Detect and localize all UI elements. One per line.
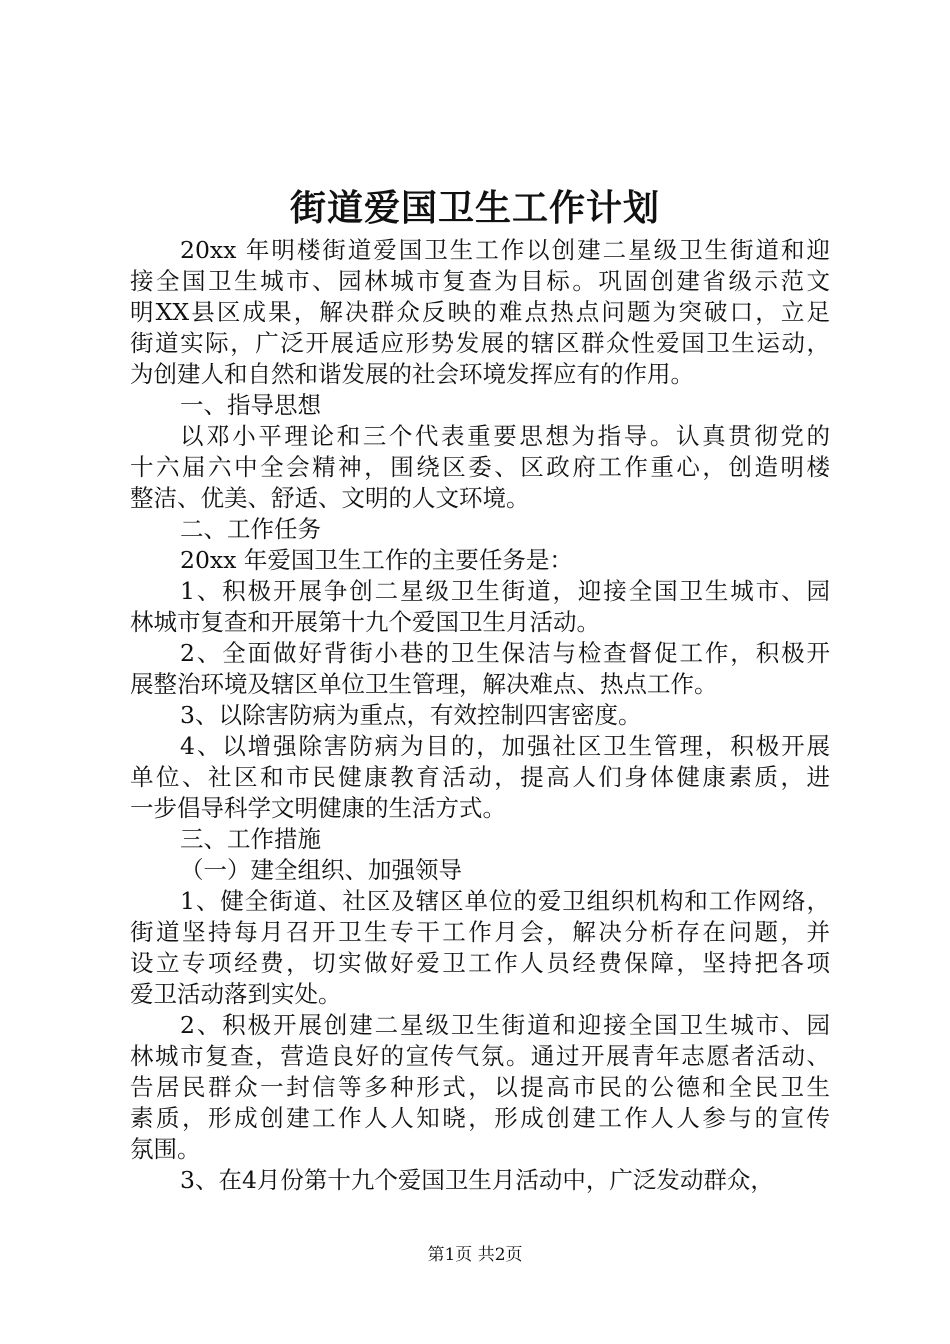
- list-item-line: 设立专项经费，切实做好爱卫工作人员经费保障，坚持把各项: [130, 949, 830, 977]
- paragraph-line: 20xx 年爱国卫生工作的主要任务是：: [180, 546, 573, 574]
- paragraph-line: 街道实际，广泛开展适应形势发展的辖区群众性爱国卫生运动，: [130, 329, 830, 357]
- list-item-line: 展整治环境及辖区单位卫生管理，解决难点、热点工作。: [130, 670, 718, 698]
- paragraph-line: 为创建人和自然和谐发展的社会环境发挥应有的作用。: [130, 360, 694, 388]
- list-item-line: 林城市复查和开展第十九个爱国卫生月活动。: [130, 608, 600, 636]
- list-item-line: 告居民群众一封信等多种形式，以提高市民的公德和全民卫生: [130, 1073, 830, 1101]
- list-item-line: 1、健全街道、社区及辖区单位的爱卫组织机构和工作网络，: [180, 887, 830, 915]
- list-item-line: 2、全面做好背街小巷的卫生保洁与检查督促工作，积极开: [180, 639, 830, 667]
- list-item-line: 4、以增强除害防病为目的，加强社区卫生管理，积极开展: [180, 732, 830, 760]
- paragraph-line: 以邓小平理论和三个代表重要思想为指导。认真贯彻党的: [180, 422, 830, 450]
- page-footer: 第1页 共2页: [427, 1245, 523, 1265]
- list-item-line: 街道坚持每月召开卫生专干工作月会，解决分析存在问题，并: [130, 918, 830, 946]
- paragraph-line: 十六届六中全会精神，围绕区委、区政府工作重心，创造明楼: [130, 453, 830, 481]
- section-heading: 二、工作任务: [180, 515, 321, 543]
- section-heading: 三、工作措施: [180, 825, 321, 853]
- paragraph-line: 20xx 年明楼街道爱国卫生工作以创建二星级卫生街道和迎: [180, 236, 830, 264]
- list-item-line: 单位、社区和市民健康教育活动，提高人们身体健康素质，进: [130, 763, 830, 791]
- list-item-line: 一步倡导科学文明健康的生活方式。: [130, 794, 506, 822]
- list-item-line: 爱卫活动落到实处。: [130, 980, 342, 1008]
- list-item-line: 林城市复查，营造良好的宣传气氛。通过开展青年志愿者活动、: [130, 1042, 830, 1070]
- list-item-line: 3、在4月份第十九个爱国卫生月活动中，广泛发动群众，: [180, 1166, 774, 1194]
- section-heading: 一、指导思想: [180, 391, 321, 419]
- document-body: [130, 235, 830, 1196]
- list-item-line: 氛围。: [130, 1135, 201, 1163]
- paragraph-line: 接全国卫生城市、园林城市复查为目标。巩固创建省级示范文: [130, 267, 830, 295]
- paragraph-line: 明XX县区成果，解决群众反映的难点热点问题为突破口，立足: [130, 298, 830, 326]
- paragraph-line: 整洁、优美、舒适、文明的人文环境。: [130, 484, 530, 512]
- list-item-line: 1、积极开展争创二星级卫生街道，迎接全国卫生城市、园: [180, 577, 830, 605]
- document-title: 街道爱国卫生工作计划: [289, 187, 660, 229]
- subsection-heading: （一）建全组织、加强领导: [180, 856, 462, 884]
- list-item-line: 3、以除害防病为重点，有效控制四害密度。: [180, 701, 642, 729]
- list-item-line: 2、积极开展创建二星级卫生街道和迎接全国卫生城市、园: [180, 1011, 830, 1039]
- list-item-line: 素质，形成创建工作人人知晓，形成创建工作人人参与的宣传: [130, 1104, 830, 1132]
